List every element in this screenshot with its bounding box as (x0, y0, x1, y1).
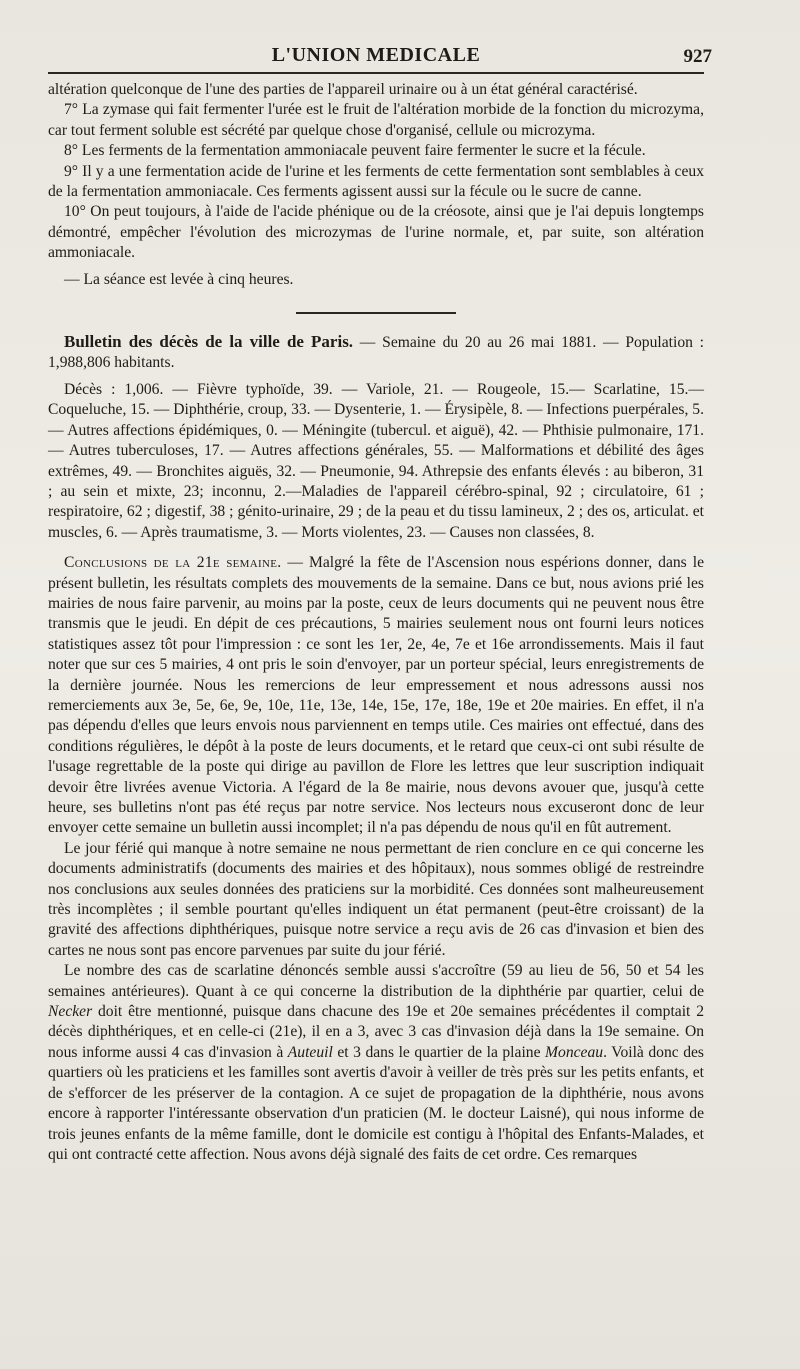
quartier-auteuil: Auteuil (287, 1043, 333, 1061)
scarlatine-paragraph: Le nombre des cas de scarlatine dénoncés semble aussi s'accroître (59 au lieu de 56, 50 et 54 les semaines antérieures). Quant à ce qui concerne la distribution de la diphthérie par quartier, celui de Necker doit être mentionné, puisque dans chacune des 19e et 20e semaines précédentes il comptait 2 décès diphthériques, et en celle-ci (21e), il en a 3, avec 3 cas d'invasion déjà dans la 19e semaine. On nous informe aussi 4 cas d'invasion à Auteuil et 3 dans le quartier de la plaine Monceau. Voilà donc des quartiers où les praticiens et les familles sont avertis d'avoir à veiller de très près sur les petits enfants, et de s'efforcer de les préserver de la contagion. A ce sujet de propagation de la diphthérie, nous avons encore à rapporter l'intéressante observation d'un praticien (M. le docteur Laisné), qui nous informe de trois jeunes enfants de la même famille, dont le domicile est contigu à l'hôpital des Enfants-Malades, et qui ont contracté cette affection. Nous avons déjà signalé des faits de cet ordre. Ces remarques (48, 962, 704, 1163)
session-closing: — La séance est levée à cinq heures. (64, 270, 294, 288)
paragraph-conclusion-9: 9° Il y a une fermentation acide de l'urine et les ferments de cette fermentation sont semblables à ceux de la fermentation ammoniacale. Ces ferments agissent aussi sur la fécule ou le sucre de canne. (48, 162, 704, 201)
paragraph-continuation: altération quelconque de l'une des parties de l'appareil urinaire ou à un état général caractérisé. (48, 81, 638, 98)
conclusions-label: Conclusions de la 21e semaine. (64, 554, 282, 572)
paragraph-conclusion-8: 8° Les ferments de la fermentation ammoniacale peuvent faire fermenter le sucre et la fécule. (64, 142, 646, 160)
conclusions-text: — Malgré la fête de l'Ascension nous espérions donner, dans le présent bulletin, les résultats complets des mouvements de la semaine. Dans ce but, nous avions prié les mairies de nous faire parvenir, au moins par la poste, ceux de leurs documents qui ne peuvent nous être transmis que le jeudi. En dépit de ces précautions, 5 mairies seulement nous ont fourni leurs notices statistiques assez tôt pour l'impression : ce sont les 1er, 2e, 4e, 7e et 16e arrondissements. Mais il faut noter que sur ces 5 mairies, 4 ont pris le soin d'envoyer, par un porteur spécial, leurs enregistrements de la dernière journée. Nous les remercions de leur empressement et nous adressons aussi nos remerciements aux 3e, 5e, 6e, 9e, 10e, 11e, 13e, 14e, 15e, 17e, 18e, 19e et 20e mairies. En effet, il n'a pas dépendu d'elles que leurs envois nous parviennent en temps utile. Ces mairies ont effectué, dans des conditions régulières, le dépôt à la poste de leurs documents, et le retard que ceux-ci ont subi résulte de l'usage regrettable de la poste qui dirige au pavillon de Flore les lettres que leur suscription indiquait devoir être livrées avenue Victoria. A l'égard de la 8e mairie, nous devons avouer que, jusqu'à cette heure, ses bulletins n'ont pas été reçus par notre service. Nos lecteurs nous excuseront donc de leur envoyer cette semaine un bulletin aussi incomplet; il n'a pas dépendu de nous qu'il en fût autrement. (48, 554, 704, 837)
death-statistics: Décès : 1,006. — Fièvre typhoïde, 39. — Variole, 21. — Rougeole, 15.— Scarlatine, 15.— Coqueluche, 15. — Diphthérie, croup, 33. — Dysenterie, 1. — Érysipèle, 8. — Infections puerpérales, 5. — Autres affections épidémiques, 0. — Méningite (tubercul. et aiguë), 42. — Phthisie pulmonaire, 171. — Autres tuberculoses, 17. — Autres affections générales, 55. — Malformations et débilité des âges extrêmes, 49. — Bronchites aiguës, 32. — Pneumonie, 94. Athrepsie des enfants élevés : au biberon, 31 ; au sein et mixte, 23; inconnu, 2.—Maladies de l'appareil cérébro-spinal, 92 ; circulatoire, 61 ; respiratoire, 62 ; digestif, 38 ; génito-urinaire, 29 ; de la peau et du tissu lamineux, 2 ; des os, articulat. et muscles, 6. — Après traumatisme, 3. — Morts violentes, 23. — Causes non classées, 8. (48, 380, 704, 541)
section-separator (296, 312, 456, 314)
bulletin-subtitle: — Semaine du 20 au 26 mai 1881. — Population : 1,988,806 habitants. (48, 334, 704, 372)
quartier-necker: Necker (48, 1003, 93, 1021)
holiday-paragraph: Le jour férié qui manque à notre semaine ne nous permettant de rien conclure en ce qui concerne les documents administratifs (documents des mairies et des hôpitaux), nous sommes obligé de restreindre nos conclusions aux seules données des praticiens sur la morbidité. Ces données sont malheureusement très incomplètes ; il semble pourtant qu'elles indiquent un état permanent (peut-être croissant) de la gravité des affections diphthériques, puisque notre service a reçu avis de 26 cas d'invasion et bien des cartes ne nous sont pas encore parvenues par suite du jour férié. (48, 839, 704, 959)
bulletin-title: Bulletin des décès de la ville de Paris. (64, 332, 354, 352)
page-header (48, 38, 712, 70)
conclusions-paragraph (48, 553, 704, 839)
paragraph-conclusion-10: 10° On peut toujours, à l'aide de l'acide phénique ou de la créosote, ainsi que je l'ai depuis longtemps démontré, empêcher l'évolution des microzymas de l'urine normale, et, par suite, son altération ammoniacale. (48, 203, 704, 262)
running-title: L'UNION MEDICALE (271, 44, 481, 66)
article-body (48, 80, 704, 1165)
bulletin-heading (48, 332, 704, 374)
header-rule (48, 72, 704, 74)
quartier-monceau: Monceau (545, 1043, 604, 1061)
page-number: 927 (683, 46, 712, 67)
paragraph-conclusion-7: 7° La zymase qui fait fermenter l'urée est le fruit de l'altération morbide de la fonction du microzyma, car tout ferment soluble est sécrété par quelque chose d'organisé, cellule ou microzyma. (48, 101, 704, 139)
